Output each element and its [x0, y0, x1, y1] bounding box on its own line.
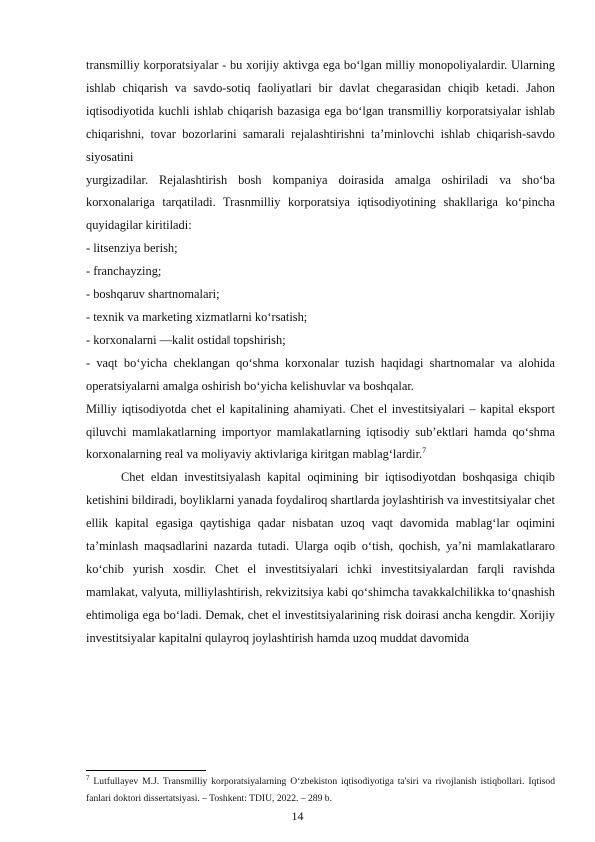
paragraph-foreign-capital: [86, 398, 555, 467]
list-item: - franchayzing;: [86, 264, 162, 279]
paragraph-joint-ventures: - vaqt bo‘yicha cheklangan qo‘shma korxonalar tuzish haqidagi shartnomalar va alohida operatsiyalarni amalga oshirish bo‘yicha kelishuvlar va boshqalar.: [86, 355, 555, 393]
paragraph-foreign-capital-text: Milliy iqtisodiyotda chet el kapitalining ahamiyati. Chet el investitsiyalari – kapital eksport qiluvchi mamlakatlarning importyor mamlakatlarning iqtisodiy sub’ektlari hamda qo‘shma korxonalarning real va moliyaviy aktivlariga kiritgan mablag‘lardir.: [86, 401, 555, 462]
footnote-reference[interactable]: 7: [422, 446, 427, 456]
paragraph-investment-abroad: Chet eldan investitsiyalash kapital oqimining bir iqtisodiyotdan boshqasiga chiqib ketishini bildiradi, boyliklarni yanada foydaliroq shartlarda joylashtirish va investitsiyalar chet ellik kapital egasiga qaytishiga qadar nisbatan uzoq vaqt davomida mablag‘lar oqimini ta’minlash maqsadlarini nazarda tutadi. Ularga oqib o‘tish, qochish, ya’ni mamlakatlararo ko‘chib yurish xosdir. Chet el investitsiyalari ichki investitsiyalardan farqli ravishda mamlakat, valyuta, milliylashtirish, rekvizitsiya kabi qo‘shimcha tavakkalchilikka to‘qnashish ehtimoliga ega bo‘ladi. Demak, chet el investitsiyalarining risk doirasi ancha kengdir. Xorijiy investitsiyalar kapitalni qulayroq joylashtirish hamda uzoq muddat davomida: [86, 470, 555, 645]
paragraph-tnc-definition: transmilliy korporatsiyalar - bu xorijiy aktivga ega bo‘lgan milliy monopoliyalardir. Ularning ishlab chiqarish va savdo-sotiq faoliyatlari bir davlat chegarasidan chiqib ketadi. Jahon iqtisodiyotida kuchli ishlab chiqarish bazasiga ega bo‘lgan transmilliy korporatsiyalar ishlab chiqarishni, tovar bozorlarini samarali rejalashtirishni ta’minlovchi ishlab chiqarish-savdo siyosatini: [86, 58, 555, 164]
footnote-text: Lutfullayev M.J. Transmilliy korporatsiyalarning O‘zbekiston iqtisodiyotiga ta'siri va rivojlanish istiqbollari. Iqtisod fanlari doktori dissertatsiyasi. – Toshkent: TDIU, 2022. – 289 b.: [86, 776, 555, 804]
list-item: - korxonalarni ―kalit ostida‖ topshirish;: [86, 332, 286, 347]
list-item: - litsenziya berish;: [86, 241, 178, 256]
page-number: 14: [291, 809, 304, 823]
footnote-divider: [86, 770, 206, 771]
footnote: [86, 773, 555, 807]
paragraph-planning: yurgizadilar. Rejalashtirish bosh kompaniya doirasida amalga oshiriladi va sho‘ba korxonalariga tarqatiladi. Trasnmilliy korporatsiya iqtisodiyotining shakllariga ko‘pincha quyidagilar kiritiladi:: [86, 172, 555, 233]
body-text: [86, 54, 555, 650]
list-item: - texnik va marketing xizmatlarni ko‘rsatish;: [86, 309, 308, 324]
footnote-number: 7: [86, 773, 90, 782]
list-item: - boshqaruv shartnomalari;: [86, 287, 220, 302]
